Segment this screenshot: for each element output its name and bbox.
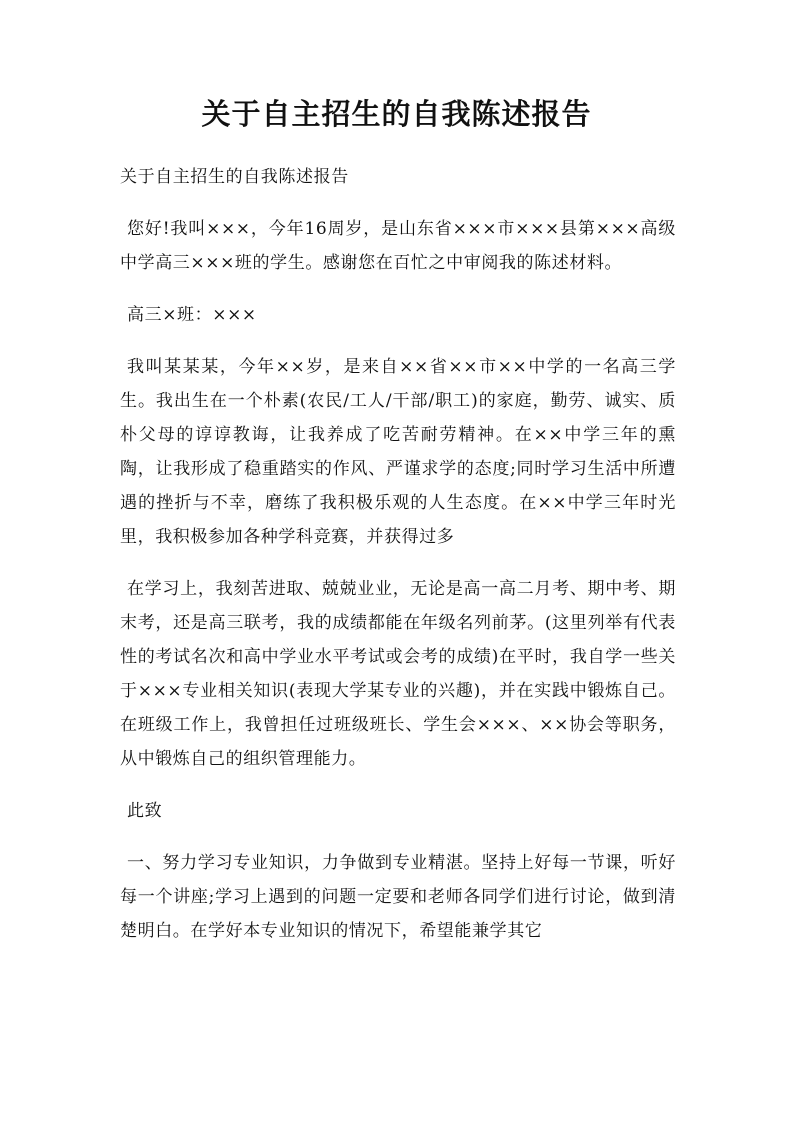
greeting-paragraph: 您好!我叫×××，今年16周岁，是山东省×××市×××县第×××高级中学高三×××班的学生。感谢您在百忙之中审阅我的陈述材料。	[120, 219, 676, 273]
document-body	[120, 160, 676, 966]
class-line-paragraph: 高三×班：×××	[127, 305, 257, 325]
study-paragraph: 在学习上，我刻苦进取、兢兢业业，无论是高一高二月考、期中考、期末考，还是高三联考，我的成绩都能在年级名列前茅。(这里列举有代表性的考试名次和高中学业水平考试或会考的成绩)在平时，我自学一些关于×××专业相关知识(表现大学某专业的兴趣)，并在实践中锻炼自己。在班级工作上，我曾担任过班级班长、学生会×××、××协会等职务，从中锻炼自己的组织管理能力。	[120, 579, 676, 769]
plan-paragraph: 一、努力学习专业知识，力争做到专业精湛。坚持上好每一节课，听好每一个讲座;学习上遇到的问题一定要和老师各同学们进行讨论，做到清楚明白。在学好本专业知识的情况下，希望能兼学其它	[120, 853, 676, 941]
document-title: 关于自主招生的自我陈述报告	[201, 97, 592, 131]
closing-paragraph: 此致	[127, 801, 163, 821]
subtitle-paragraph: 关于自主招生的自我陈述报告	[120, 167, 349, 187]
self-intro-paragraph: 我叫某某某，今年××岁，是来自××省××市××中学的一名高三学生。我出生在一个朴素(农民/工人/干部/职工)的家庭，勤劳、诚实、质朴父母的谆谆教诲，让我养成了吃苦耐劳精神。在××中学三年的熏陶，让我形成了稳重踏实的作风、严谨求学的态度;同时学习生活中所遭遇的挫折与不幸，磨练了我积极乐观的人生态度。在××中学三年时光里，我积极参加各种学科竞赛，并获得过多	[120, 357, 676, 547]
